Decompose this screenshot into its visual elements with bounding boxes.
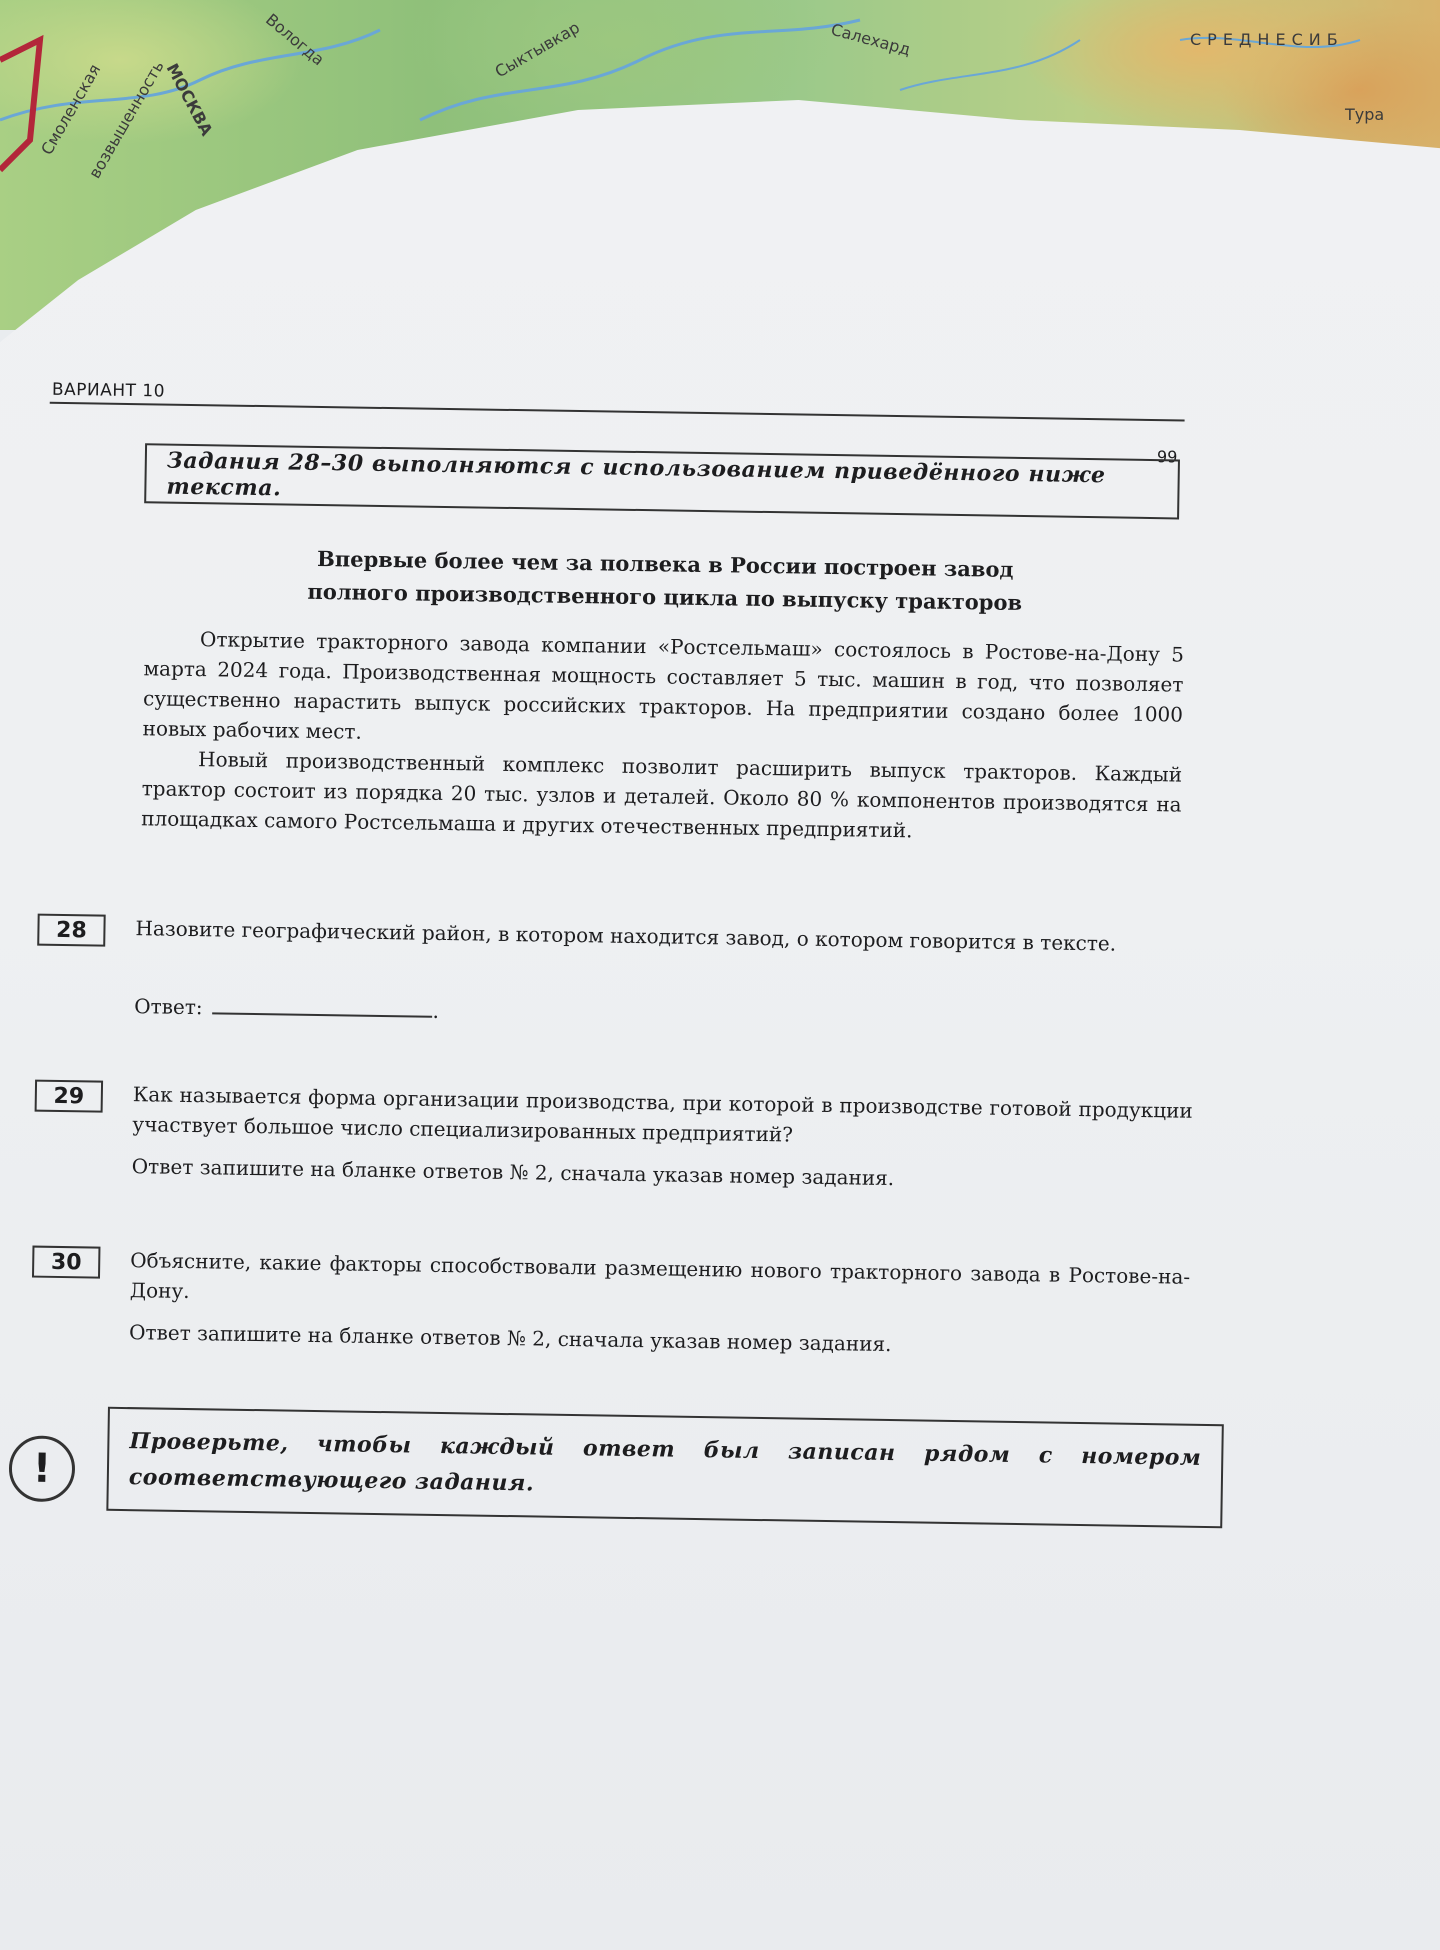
task-30 bbox=[15, 1243, 1205, 1357]
task-28 bbox=[20, 911, 1210, 1023]
article-paragraph: Открытие тракторного завода компании «Ростсельмаш» состоялось в Ростове-на-Дону 5 марта 2024 года. Производственная мощность составляет 5 тыс. машин в год, что позволяет существенно нарастить выпуск российских тракторов. На предприятии создано более 1000 новых рабочих мест. bbox=[142, 627, 1185, 744]
task-number-box: 30 bbox=[32, 1246, 100, 1279]
map-label: Вологда bbox=[262, 9, 328, 70]
task-note: Ответ запишите на бланке ответов № 2, сначала указав номер задания. bbox=[131, 1154, 895, 1191]
header-rule bbox=[50, 402, 1185, 422]
article-paragraph: Новый производственный комплекс позволит расширить выпуск тракторов. Каждый трактор состоит из порядка 20 тыс. узлов и деталей. Около 80 % компонентов производятся на площадках самого Ростсельмаша и других отечественных предприятий. bbox=[141, 747, 1183, 843]
answer-input-line[interactable] bbox=[213, 994, 433, 1017]
map-label: МОСКВА bbox=[162, 60, 217, 139]
page-number: 99 bbox=[1156, 447, 1178, 467]
map-label: СРЕДНЕСИБ bbox=[1190, 30, 1344, 49]
article-title bbox=[185, 540, 1146, 621]
article-body bbox=[141, 623, 1184, 849]
answer-end: . bbox=[432, 998, 440, 1023]
task-question: Объясните, какие факторы способствовали размещению нового тракторного завода в Ростове-на-Дону. bbox=[129, 1248, 1191, 1304]
exclamation-icon: ! bbox=[8, 1435, 75, 1502]
task-29 bbox=[17, 1077, 1207, 1191]
task-question: Как называется форма организации производства, при которой в производстве готовой продукции участвует большое число специализированных предприятий? bbox=[132, 1082, 1193, 1147]
map-label: возвышенность bbox=[84, 57, 168, 182]
warning-text: Проверьте, чтобы каждый ответ был записан рядом с номером соответствующего задания. bbox=[128, 1428, 1202, 1497]
map-label: Сыктывкар bbox=[491, 17, 583, 82]
map-label: Салехард bbox=[828, 19, 913, 60]
tasks-notice-box bbox=[144, 443, 1180, 519]
task-question: Назовите географический район, в котором находится завод, о котором говорится в тексте. bbox=[135, 916, 1117, 956]
map-label: Тура bbox=[1345, 105, 1385, 124]
answer-row bbox=[134, 991, 1194, 1038]
task-number-box: 28 bbox=[37, 914, 105, 947]
task-number-box: 29 bbox=[35, 1080, 103, 1113]
task-note: Ответ запишите на бланке ответов № 2, сначала указав номер задания. bbox=[128, 1320, 892, 1357]
article-title-line: Впервые более чем за полвека в России построен завод bbox=[316, 545, 1014, 582]
variant-label: ВАРИАНТ 10 bbox=[51, 379, 166, 402]
map-label: Смоленская bbox=[37, 60, 105, 159]
tasks-notice-text: Задания 28–30 выполняются с использованием приведённого ниже текста. bbox=[166, 447, 1106, 502]
article-title-line: полного производственного цикла по выпуску тракторов bbox=[307, 578, 1023, 616]
answer-label: Ответ: bbox=[134, 994, 203, 1020]
warning-box bbox=[106, 1407, 1223, 1529]
